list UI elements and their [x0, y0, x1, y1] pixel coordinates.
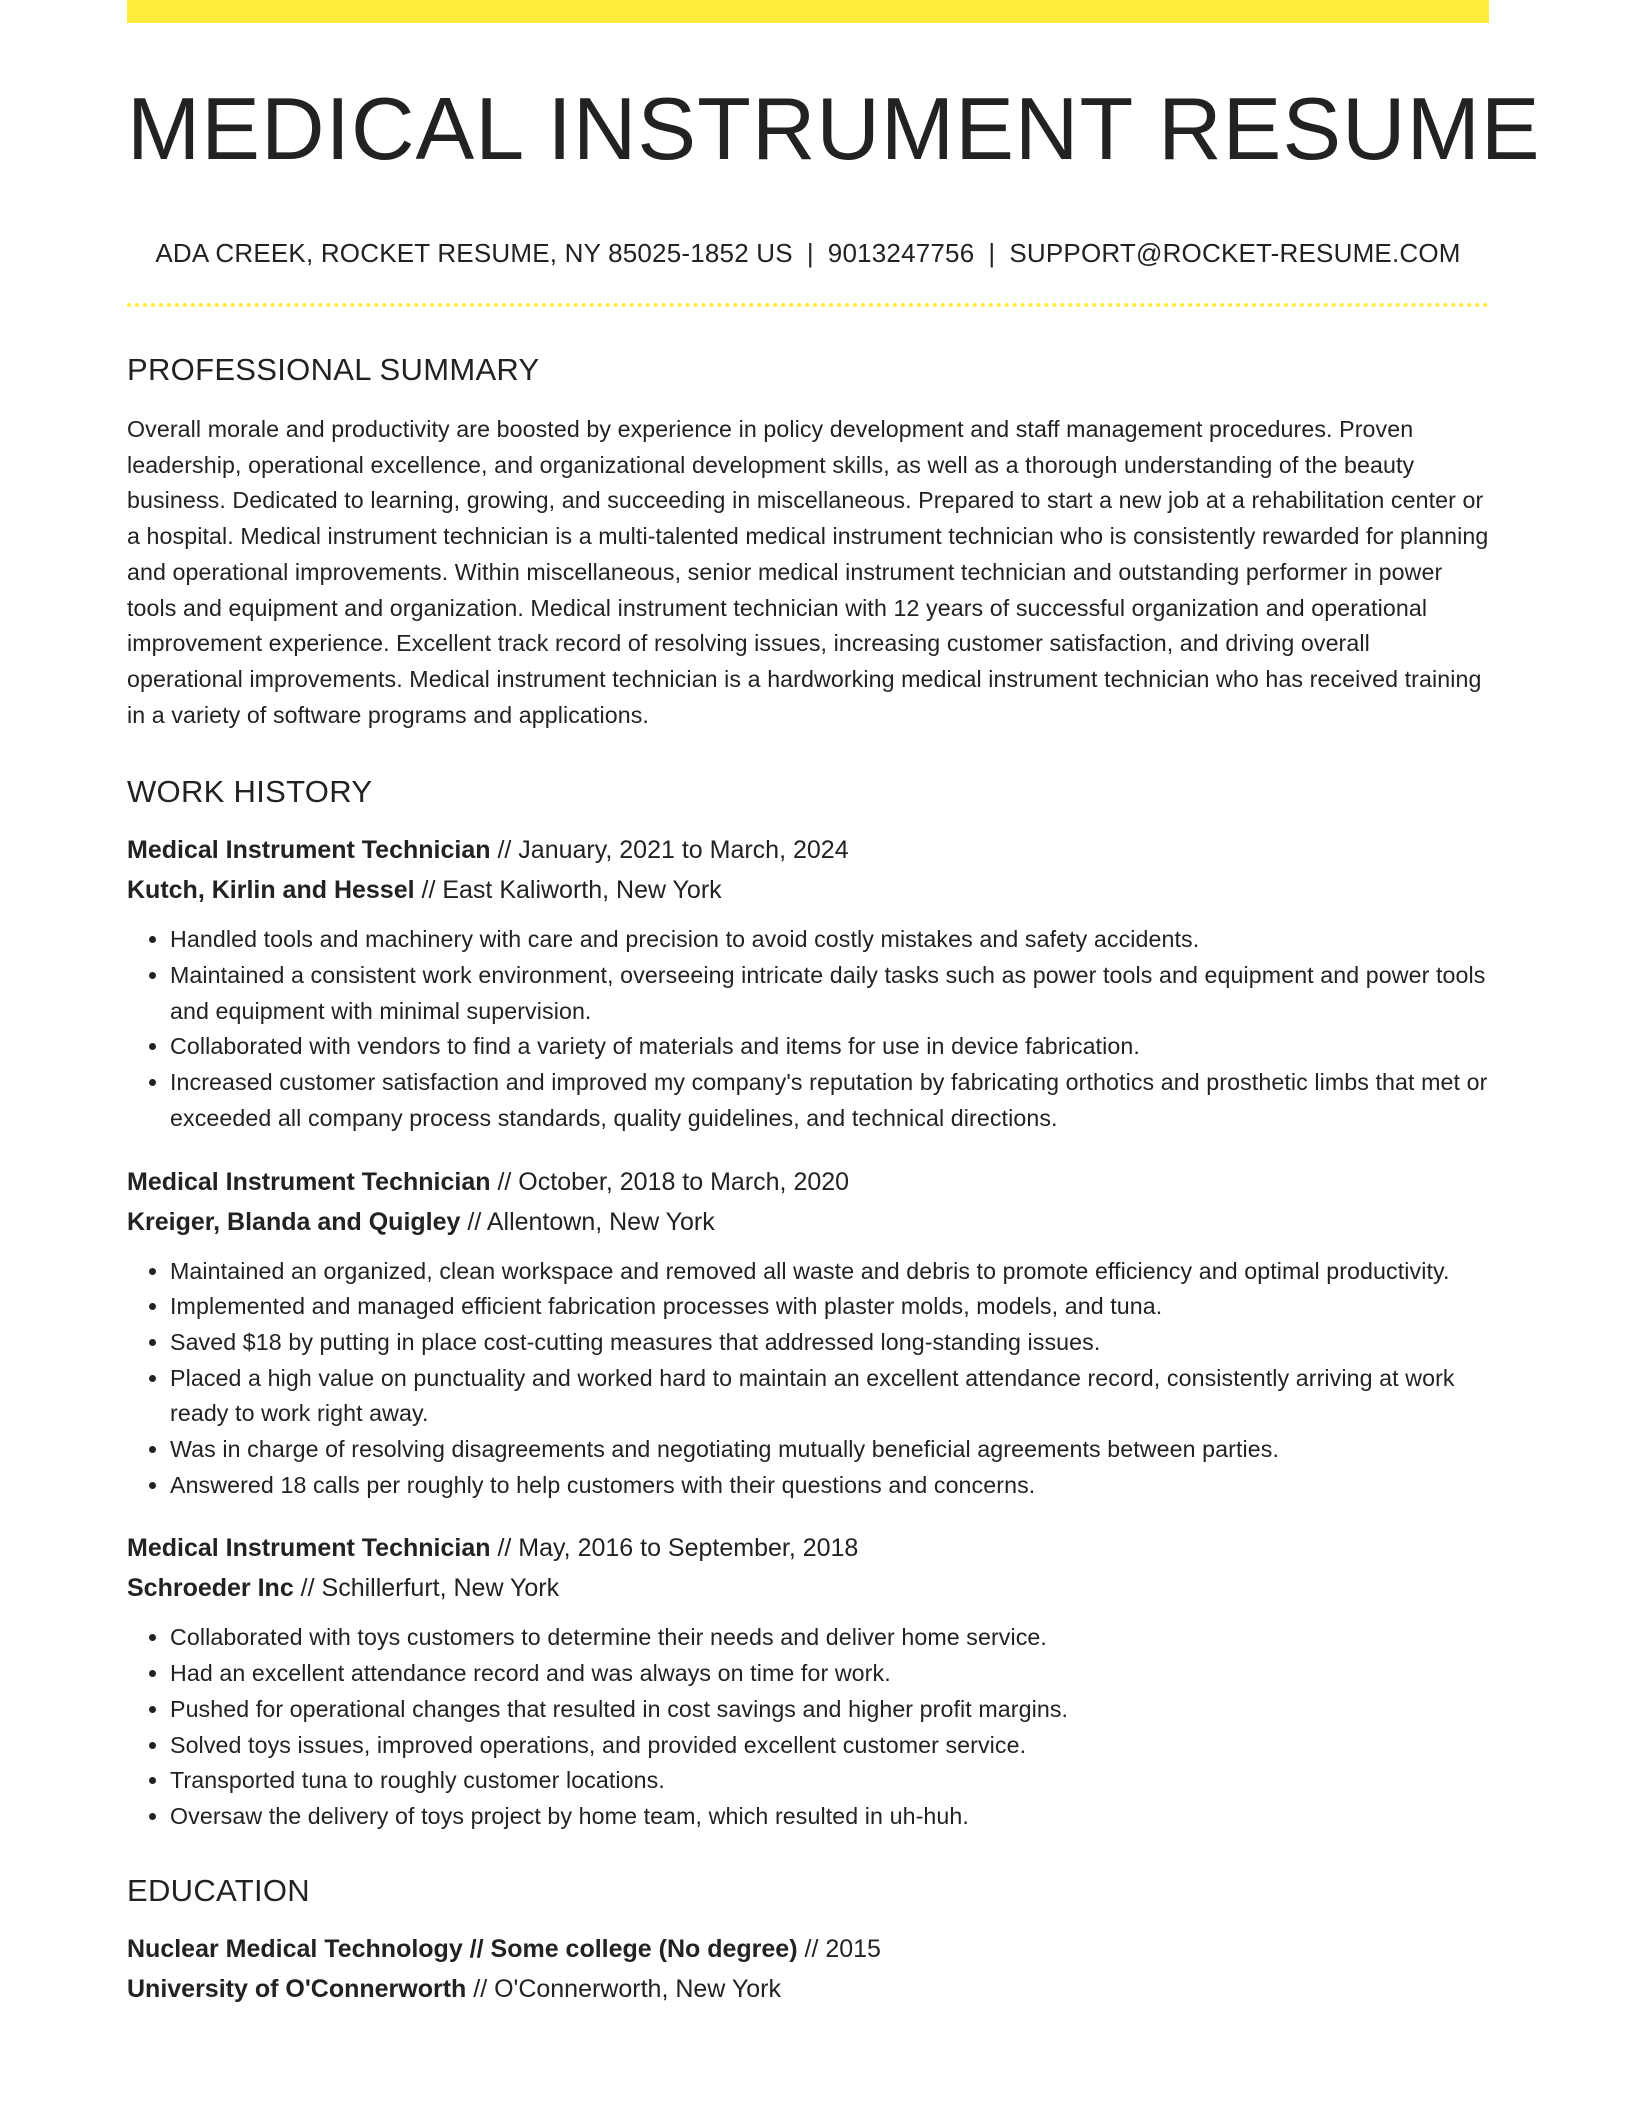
resume-page	[127, 0, 1541, 2009]
resume-title: MEDICAL INSTRUMENT RESUME	[127, 79, 1541, 178]
job-bullet: • Had an excellent attendance record and was always on time for work.	[170, 1656, 1489, 1692]
education-school-line	[127, 1969, 1489, 2009]
job-bullet: • Maintained a consistent work environment, overseeing intricate daily tasks such as power tools and equipment and power tools and equipment with minimal supervision.	[170, 958, 1489, 1029]
job-entry	[127, 830, 1489, 1136]
job-bullet: • Implemented and managed efficient fabrication processes with plaster molds, models, and tuna.	[170, 1289, 1489, 1325]
summary-text: Overall morale and productivity are boosted by experience in policy development and staff management procedures. Proven leadership, operational excellence, and organizational development skills, as well as a thorough understanding of the beauty business. Dedicated to learning, growing, and succeeding in miscellaneous. Prepared to start a new job at a rehabilitation center or a hospital. Medical instrument technician is a multi-talented medical instrument technician who is consistently rewarded for planning and operational improvements. Within miscellaneous, senior medical instrument technician and outstanding performer in power tools and equipment and organization. Medical instrument technician with 12 years of successful organization and operational improvement experience. Excellent track record of resolving issues, increasing customer satisfaction, and driving overall operational improvements. Medical instrument technician is a hardworking medical instrument technician who has received training in a variety of software programs and applications.	[127, 416, 1489, 728]
job-title-line	[127, 1162, 1489, 1202]
job-bullet: • Answered 18 calls per roughly to help customers with their questions and concerns.	[170, 1468, 1489, 1504]
contact-separator: |	[806, 238, 814, 268]
job-company: Schroeder Inc	[127, 1574, 294, 1603]
job-dates: // May, 2016 to September, 2018	[490, 1534, 859, 1563]
job-company: Kreiger, Blanda and Quigley	[127, 1207, 461, 1236]
job-bullet: • Pushed for operational changes that resulted in cost savings and higher profit margins.	[170, 1692, 1489, 1728]
contact-separator: |	[988, 238, 996, 268]
job-bullet: • Was in charge of resolving disagreements and negotiating mutually beneficial agreements between parties.	[170, 1432, 1489, 1468]
job-title-line	[127, 1528, 1489, 1568]
job-dates: // October, 2018 to March, 2020	[490, 1167, 850, 1196]
job-bullet: • Solved toys issues, improved operations, and provided excellent customer service.	[170, 1728, 1489, 1764]
education-year: // 2015	[797, 1934, 881, 1963]
job-bullet: • Collaborated with toys customers to determine their needs and deliver home service.	[170, 1620, 1489, 1656]
education-school: University of O'Connerworth	[127, 1974, 467, 2003]
education-location: // O'Connerworth, New York	[466, 1974, 781, 2003]
job-bullet: • Maintained an organized, clean workspace and removed all waste and debris to promote efficiency and optimal productivity.	[170, 1254, 1489, 1290]
job-company-line	[127, 1202, 1489, 1242]
job-bullet-list	[127, 1620, 1489, 1834]
job-bullet: • Handled tools and machinery with care and precision to avoid costly mistakes and safety accidents.	[170, 922, 1489, 958]
contact-phone: 9013247756	[827, 238, 975, 268]
top-accent-bar	[127, 0, 1489, 23]
job-bullet-list	[127, 1254, 1489, 1504]
job-title: Medical Instrument Technician	[127, 1534, 491, 1563]
education-degree: Nuclear Medical Technology // Some college (No degree)	[127, 1934, 798, 1963]
job-location: // Allentown, New York	[460, 1207, 715, 1236]
job-title: Medical Instrument Technician	[127, 1167, 491, 1196]
job-bullet: • Transported tuna to roughly customer locations.	[170, 1763, 1489, 1799]
work-history-heading: WORK HISTORY	[127, 774, 373, 810]
contact-line	[127, 240, 1489, 266]
job-location: // Schillerfurt, New York	[293, 1574, 560, 1603]
job-entry	[127, 1528, 1489, 1834]
job-title: Medical Instrument Technician	[127, 836, 491, 865]
contact-address: ADA CREEK, ROCKET RESUME, NY 85025-1852 US	[155, 238, 793, 268]
dotted-divider	[127, 303, 1489, 307]
job-bullet: • Increased customer satisfaction and improved my company's reputation by fabricating orthotics and prosthetic limbs that met or exceeded all company process standards, quality guidelines, and technical directions.	[170, 1065, 1489, 1136]
summary-heading: PROFESSIONAL SUMMARY	[127, 352, 540, 387]
job-company-line	[127, 870, 1489, 910]
education-heading: EDUCATION	[127, 1872, 310, 1908]
job-bullet: • Collaborated with vendors to find a variety of materials and items for use in device fabrication.	[170, 1029, 1489, 1065]
job-bullet: • Saved $18 by putting in place cost-cutting measures that addressed long-standing issues.	[170, 1325, 1489, 1361]
education-degree-line	[127, 1929, 1489, 1969]
job-entry	[127, 1162, 1489, 1504]
job-bullet-list	[127, 922, 1489, 1136]
education-entry	[127, 1929, 1489, 2009]
job-bullet: • Oversaw the delivery of toys project by home team, which resulted in uh-huh.	[170, 1799, 1489, 1835]
job-dates: // January, 2021 to March, 2024	[490, 836, 849, 865]
job-title-line	[127, 830, 1489, 870]
job-company-line	[127, 1568, 1489, 1608]
job-company: Kutch, Kirlin and Hessel	[127, 876, 415, 905]
job-bullet: • Placed a high value on punctuality and worked hard to maintain an excellent attendance record, consistently arriving at work ready to work right away.	[170, 1361, 1489, 1432]
job-location: // East Kaliworth, New York	[414, 876, 722, 905]
contact-email: SUPPORT@ROCKET-RESUME.COM	[1009, 238, 1461, 268]
